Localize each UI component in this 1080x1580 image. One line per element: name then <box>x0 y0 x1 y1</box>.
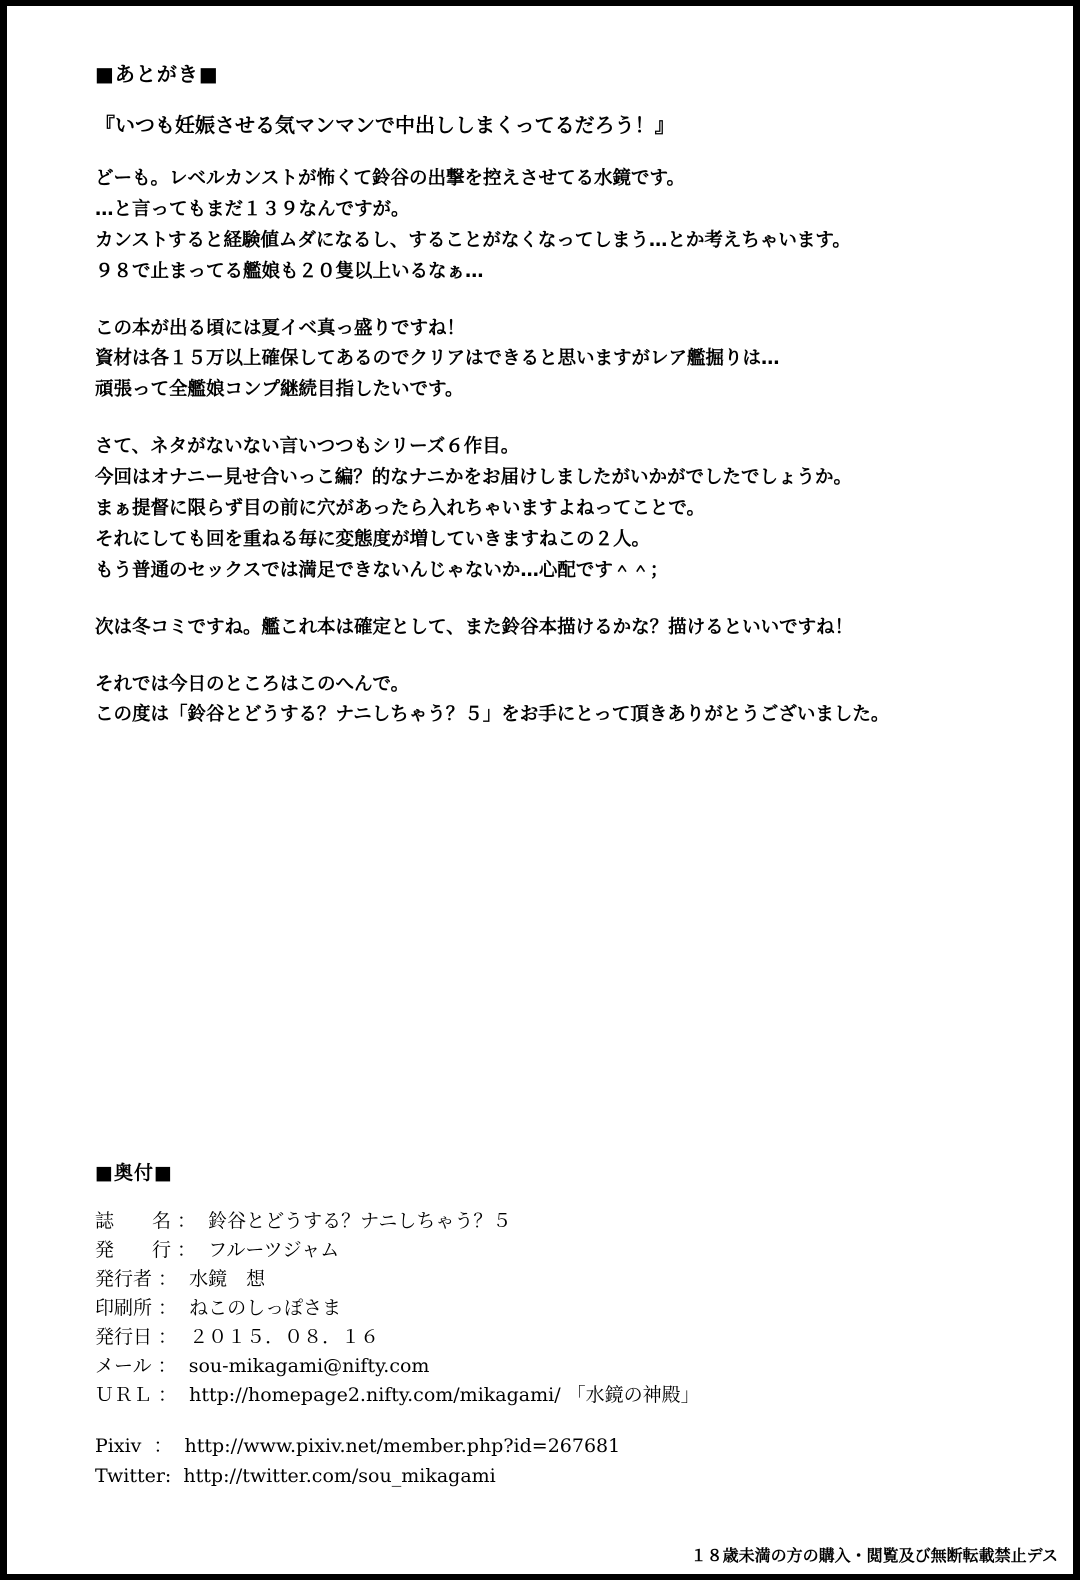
colophon-spacer <box>95 1410 1015 1432</box>
colophon-row-publisher: 発 行 ： フルーツジャム <box>95 1239 340 1262</box>
afterword-line: ９８で止まってる艦娘も２０隻以上いるなぁ… <box>95 260 484 282</box>
colophon-row-title: 誌 名 ： 鈴谷とどうする？ナニしちゃう？５ <box>95 1210 512 1232</box>
afterword-line: さて、ネタがないない言いつつもシリーズ６作目。 <box>95 436 520 458</box>
page-border-left <box>0 0 7 1580</box>
afterword-line: それにしても回を重ねる毎に変態度が増していきますねこの２人。 <box>95 528 651 550</box>
afterword-line: もう普通のセックスでは満足できないんじゃないか…心配です＾＾； <box>95 559 669 581</box>
afterword-paragraph <box>95 670 1015 732</box>
afterword-line: まぁ提督に限らず目の前に穴があったら入れちゃいますよねってことで。 <box>95 498 705 520</box>
afterword-line: カンストすると経験値ムダになるし、することがなくなってしまう…とか考えちゃいます。 <box>95 229 851 251</box>
afterword-quote-title: 『いつも妊娠させる気マンマンで中出ししまくってるだろう！』 <box>95 113 675 137</box>
afterword-line: 次は冬コミですね。艦これ本は確定として、また鈴谷本描けるかな？描けるといいですね！ <box>95 616 854 638</box>
afterword-paragraph <box>95 432 1015 586</box>
colophon-heading: ■奥付■ <box>95 1162 173 1184</box>
afterword-line: どーも。レベルカンストが怖くて鈴谷の出撃を控えさせてる水鏡です。 <box>95 168 685 189</box>
colophon-row-author: 発行者 ： 水鏡 想 <box>95 1268 266 1291</box>
afterword-line: 資材は各１５万以上確保してあるのでクリアはできると思いますがレア艦掘りは… <box>95 348 780 370</box>
afterword-line: 今回はオナニー見せ合いっこ編？的なナニかをお届けしましたがいかがでしたでしょうか。 <box>95 467 853 489</box>
afterword-line: 頑張って全艦娘コンプ継続目指したいです。 <box>95 379 464 401</box>
afterword-line: それでは今日のところはこのへんで。 <box>95 673 410 695</box>
afterword-paragraph <box>95 314 1015 407</box>
colophon-row-date: 発行日 ： ２０１５．０８．１６ <box>95 1326 380 1349</box>
afterword-paragraph <box>95 164 1015 288</box>
afterword-line: この本が出る頃には夏イベ真っ盛りですね！ <box>95 317 466 339</box>
afterword-paragraph <box>95 613 1015 644</box>
colophon-row-pixiv[interactable]: Pixiv ： http://www.pixiv.net/member.php?id=267681 <box>95 1435 621 1458</box>
colophon-row-printer: 印刷所 ： ねこのしっぽさま <box>95 1297 342 1320</box>
colophon-row-mail: メール ： sou-mikagami@nifty.com <box>95 1355 430 1378</box>
colophon-list <box>95 1207 1015 1491</box>
afterword-line: …と言ってもまだ１３９なんですが。 <box>95 198 410 220</box>
colophon-row-twitter[interactable]: Twitter: http://twitter.com/sou_mikagami <box>95 1464 496 1487</box>
afterword-line: この度は「鈴谷とどうする？ナニしちゃう？５」をお手にとって頂きありがとうございました。 <box>95 704 890 726</box>
afterword-heading: ■あとがき■ <box>95 62 219 86</box>
page-border-right <box>1073 0 1080 1580</box>
page-border-bottom <box>0 1574 1080 1580</box>
age-restriction-note: １８歳未満の方の購入・閲覧及び無断転載禁止デス <box>690 1546 1058 1565</box>
page-border-top <box>0 0 1080 6</box>
colophon-section <box>95 1158 1015 1491</box>
colophon-row-url: ＵＲＬ ： http://homepage2.nifty.com/mikagami/ 「水鏡の神殿」 <box>95 1384 700 1407</box>
afterword-section <box>95 62 1015 731</box>
